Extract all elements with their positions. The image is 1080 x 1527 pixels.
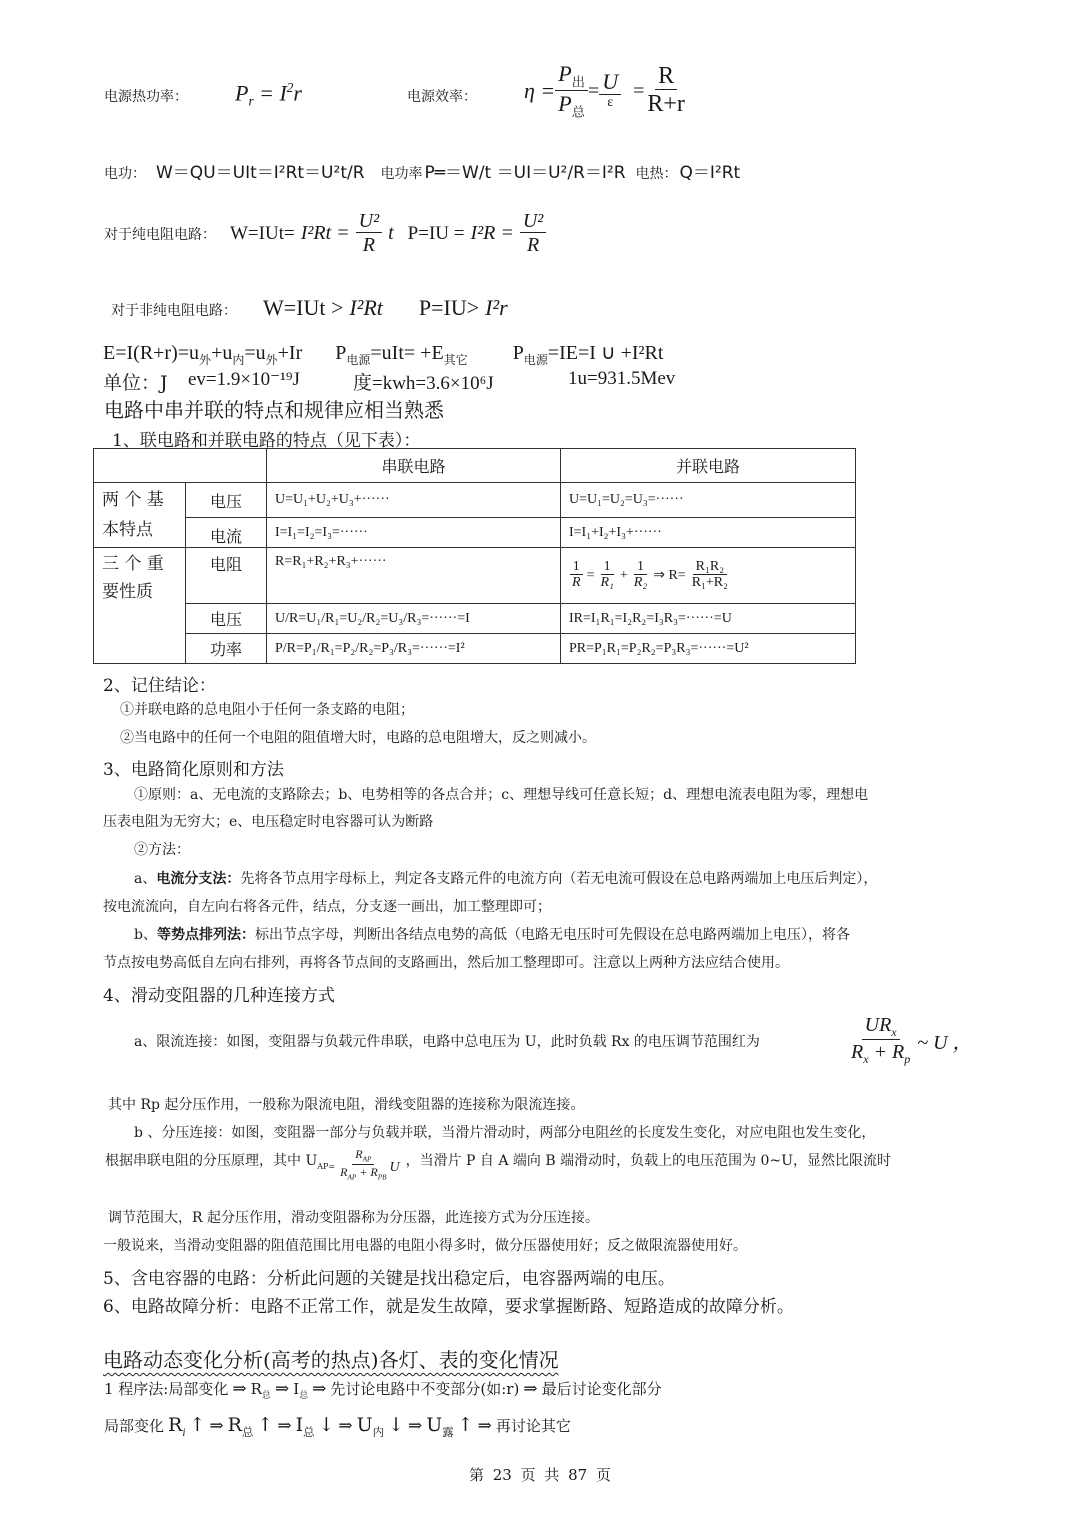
pure-p: P=IU = — [407, 222, 465, 244]
dyn2-un-sub: 内 — [372, 1424, 385, 1439]
pr-r: R — [572, 575, 581, 591]
up-arrow-icon: ↑ — [457, 1414, 474, 1436]
item4-b-line3: 调节范围大，R 起分压作用，滑动变阻器称为分压器，此连接方式为分压连接。 — [108, 1210, 599, 1226]
emf-4: +Ir — [277, 342, 303, 364]
eff-num1-sub: 出 — [571, 74, 585, 90]
heat-power-lhs: P — [235, 80, 249, 106]
b-line2-sub: AP= — [317, 1162, 336, 1171]
a-frac-num: UR — [864, 1014, 892, 1036]
pure-t: t — [388, 222, 394, 244]
item2-point-1: ①并联电路的总电阻小于任何一条支路的电阻； — [120, 702, 414, 718]
item5: 5、含电容器的电路：分析此问题的关键是找出稳定后，电容器两端的电压。 — [103, 1269, 675, 1289]
table-header-empty — [94, 449, 267, 483]
pr-one-2: 1 — [601, 559, 614, 575]
pr-implies: ⇒ R= — [653, 568, 686, 583]
item3-method-b-line1 — [134, 928, 850, 942]
item4-b-line2 — [105, 1148, 891, 1182]
dyn2-i: I — [295, 1414, 304, 1436]
eff-den3: R+r — [647, 91, 685, 118]
pr-r2: R₂ — [633, 575, 648, 591]
up-arrow-icon: ↑ — [189, 1414, 206, 1436]
psrc-a-sub: 电源 — [346, 353, 371, 367]
b-line2-pre: 根据串联电阻的分压原理，其中 U — [105, 1153, 318, 1169]
item4-b-line1: b 、分压连接：如图，变阻器一部分与负载并联，当滑片滑动时，两部分电阻丝的长度发生变化，对应电阻也发生变化， — [134, 1125, 876, 1141]
eff-den2: ε — [607, 95, 614, 111]
pr-plus: + — [619, 567, 628, 583]
heat-label: 电热： — [635, 166, 678, 182]
item3-method-a-line1 — [134, 872, 877, 886]
up-arrow-icon: ↑ — [257, 1414, 274, 1436]
dynamic-line-1 — [104, 1378, 662, 1401]
units-line — [103, 368, 675, 395]
nonpure-p-tail: I²r — [485, 295, 508, 320]
item4-title: 4、滑动变阻器的几种连接方式 — [103, 986, 335, 1006]
table-row — [94, 548, 856, 604]
cell-parallel: I=I₁+I₂+I₃+······ — [561, 518, 856, 548]
efficiency-label: 电源效率： — [407, 89, 477, 105]
emf-2: +u — [211, 342, 233, 364]
a-frac-num-sub: x — [891, 1025, 897, 1039]
units-u: 1u=931.5Mev — [568, 368, 676, 389]
group1-line1: 两 个 基 — [102, 490, 164, 510]
cell-series: R=R₁+R₂+R₃+······ — [267, 548, 561, 604]
eq-2: = — [633, 79, 645, 102]
item6: 6、电路故障分析：电路不正常工作，就是发生故障，要求掌握断路、短路造成的故障分析。 — [103, 1297, 794, 1317]
heat-formula: Q＝I²Rt — [679, 163, 741, 183]
page-number: 第 23 页 共 87 页 — [468, 1466, 611, 1484]
dyn2-end: 再讨论其它 — [495, 1417, 571, 1435]
item2-title: 2、记住结论： — [103, 676, 216, 696]
a-frac-den-plus: + R — [868, 1041, 905, 1064]
heat-power-tail: r — [293, 80, 302, 106]
nonpure-w: W=IUt > — [263, 295, 344, 320]
pure-i2r: I²R = — [470, 222, 514, 244]
eff-num1: P — [558, 61, 572, 86]
cell-parallel-resistance — [561, 548, 856, 604]
b-frac — [337, 1148, 389, 1182]
item3-title: 3、电路简化原则和方法 — [103, 760, 284, 780]
arrow-icon: ⇒ — [232, 1379, 247, 1399]
units-kwh: 度=kwh=3.6×10⁶J — [353, 373, 494, 394]
table-header-series: 串联电路 — [267, 449, 561, 483]
dyn2-ri-sub: i — [182, 1426, 186, 1439]
cell-series: P/R=P₁/R₁=P₂/R₂=P₃/R₃=······=I² — [267, 634, 561, 664]
item4-a-line2: 其中 Rp 起分压作用，一般称为限流电阻，滑线变阻器的连接称为限流连接。 — [108, 1097, 585, 1113]
pure-frac-1 — [356, 210, 382, 257]
dyn1-c-sub: 总 — [299, 1391, 309, 1401]
efficiency-formula — [524, 62, 688, 120]
heat-power-sup: 2 — [286, 80, 294, 95]
pr-den: R₁+R₂ — [691, 575, 729, 591]
dyn2-r: R — [227, 1414, 242, 1436]
b-line2-post: ，当滑片 P 自 A 端向 B 端滑动时，负载上的电压范围为 0~U，显然比限流时 — [405, 1153, 891, 1169]
nonpure-label: 对于非纯电阻电路： — [111, 303, 237, 319]
item4-a-formula — [848, 1014, 973, 1067]
psrc-a: P — [335, 342, 347, 364]
row-name: 电压 — [186, 483, 267, 518]
table-header-row — [94, 449, 856, 483]
work-power-line — [104, 158, 740, 183]
dyn2-ul-sub: 露 — [442, 1424, 454, 1439]
method-a-text: 先将各节点用字母标上，判定各支路元件的电流方向（若无电流可假设在总电路两端加上电压后判定）， — [240, 871, 878, 887]
table-row — [94, 634, 856, 664]
emf-sub-nei: 内 — [232, 353, 245, 367]
a-tail: ~ U ， — [917, 1031, 973, 1054]
arrow-icon: ⇒ — [523, 1379, 538, 1399]
table-row — [94, 518, 856, 548]
series-parallel-table — [93, 448, 856, 664]
item3-method-title: ②方法： — [134, 842, 190, 858]
heat-power-sub: r — [248, 93, 254, 109]
arrow-icon: ⇒ — [477, 1416, 492, 1436]
eff-den1-sub: 总 — [571, 104, 585, 120]
table-group-basic — [94, 483, 186, 548]
pure-frac-den: R — [362, 234, 375, 256]
heat-power-rhs: = I — [259, 80, 287, 106]
psrc-b-tail: =IE=I ∪ +I²Rt — [547, 342, 664, 364]
dyn2-ri: R — [168, 1414, 183, 1436]
dyn1-b: R — [250, 1380, 262, 1398]
method-b-text: 标出节点字母，判断出各结点电势的高低（电路无电压时可先假设在总电路两端加上电压），将各 — [254, 927, 850, 943]
units-label: 单位：J — [103, 372, 168, 394]
dyn2-r-sub: 总 — [241, 1424, 254, 1439]
dyn1-e: 最后讨论变化部分 — [541, 1380, 662, 1398]
row-name: 功率 — [186, 634, 267, 664]
eff-num2: U — [599, 70, 621, 95]
a-frac-den-sub1: x — [863, 1052, 869, 1067]
a-frac-den-sub2: p — [904, 1052, 911, 1067]
pr-r1: R₁ — [600, 575, 614, 591]
psrc-b-sub: 电源 — [523, 353, 548, 367]
dyn1-a: 1 程序法:局部变化 — [104, 1380, 229, 1398]
emf-sub-wai: 外 — [199, 353, 212, 367]
item3-principle-line1: ①原则：a、无电流的支路除去；b、电势相等的各点合并；c、理想导线可任意长短；d、理想电流表电阻为零，理想电 — [134, 787, 869, 803]
pr-num: R₁R₂ — [693, 559, 727, 575]
pure-frac2-num: U² — [520, 210, 546, 233]
arrow-icon: ⇒ — [209, 1416, 224, 1436]
item3-method-a-line2: 按电流流向，自左向右将各元件，结点，分支逐一画出，加工整理即可； — [103, 899, 551, 915]
b-frac-num-sub: AP — [362, 1155, 372, 1164]
pr-one-3: 1 — [634, 559, 647, 575]
cell-parallel: IR=I₁R₁=I₂R₂=I₃R₃=······=U — [561, 604, 856, 634]
efficiency-frac-1 — [555, 62, 588, 120]
item2-point-2: ②当电路中的任何一个电阻的阻值增大时，电路的总电阻增大，反之则减小。 — [120, 730, 596, 746]
cell-series: U=U₁+U₂+U₃+······ — [267, 483, 561, 518]
units-ev: ev=1.9×10⁻¹⁹J — [188, 369, 300, 390]
table-group-properties — [94, 548, 186, 664]
heat-power-label: 电源热功率： — [104, 89, 188, 105]
b-frac-den-sub2: PB — [377, 1173, 387, 1182]
nonpure-w-tail: I²Rt — [349, 295, 383, 320]
arrow-icon: ⇒ — [312, 1379, 327, 1399]
item3-method-b-line2: 节点按电势高低自左向右排列，再将各节点间的支路画出，然后加工整理即可。注意以上两种方法应结合使用。 — [103, 955, 789, 971]
emf-3: =u — [244, 342, 266, 364]
dynamic-line-2 — [104, 1414, 571, 1440]
row-name: 电压 — [186, 604, 267, 634]
arrow-icon: ⇒ — [277, 1416, 292, 1436]
b-frac-u: U — [389, 1160, 400, 1175]
pure-frac2-den: R — [526, 234, 540, 256]
item3-principle-line2: 压表电阻为无穷大；e、电压稳定时电容器可认为断路 — [103, 814, 434, 830]
pure-frac-num: U² — [356, 210, 382, 233]
eq-1: = — [587, 79, 600, 102]
power-label: 电功率 — [380, 166, 423, 182]
dyn1-c: I — [293, 1380, 300, 1398]
pr-eq: = — [586, 567, 595, 583]
eff-den1: P — [558, 90, 572, 116]
method-a-bold: 电流分支法： — [156, 871, 241, 887]
b-frac-num: R — [355, 1147, 363, 1161]
dynamic-title: 电路动态变化分析(高考的热点)各灯、表的变化情况 — [103, 1348, 559, 1372]
arrow-icon: ⇒ — [274, 1379, 290, 1399]
psrc-a-sub2: 其它 — [443, 353, 468, 367]
a-frac — [848, 1014, 913, 1067]
dyn2-a: 局部变化 — [104, 1417, 165, 1435]
heat-power-formula — [235, 80, 302, 110]
method-b-prefix: b、 — [134, 927, 157, 943]
group2-line1: 三 个 重 — [102, 554, 164, 574]
b-frac-den-plus: + R — [356, 1165, 378, 1180]
a-frac-den: R — [851, 1041, 864, 1064]
pure-resistive-line — [104, 210, 546, 257]
emf-1: E=I(R+r)=u — [103, 342, 200, 364]
work-formula: W＝QU＝UIt＝I²Rt＝U²t/R — [156, 163, 365, 183]
method-a-prefix: a、 — [134, 871, 157, 887]
method-b-bold: 等势点排列法： — [156, 927, 255, 943]
row-name: 电阻 — [186, 548, 267, 604]
dyn2-un: U — [356, 1414, 373, 1436]
dyn2-ul: U — [426, 1414, 443, 1436]
cell-series: I=I₁=I₂=I₃=······ — [267, 518, 561, 548]
row-name: 电流 — [186, 518, 267, 548]
cell-parallel: U=U₁=U₂=U₃=······ — [561, 483, 856, 518]
efficiency-frac-2 — [599, 70, 621, 112]
table-row — [94, 483, 856, 518]
cell-series: U/R=U₁/R₁=U₂/R₂=U₃/R₃=······=I — [267, 604, 561, 634]
pure-label: 对于纯电阻电路： — [104, 226, 216, 243]
pure-frac-2 — [520, 210, 546, 257]
table-row — [94, 604, 856, 634]
power-formula: P═＝W/t ＝UI＝U²/R＝I²R — [424, 163, 626, 183]
dyn1-d: 先讨论电路中不变部分(如:r) — [330, 1380, 520, 1398]
section-title: 电路中串并联的特点和规律应相当熟悉 — [104, 398, 444, 422]
arrow-icon: ⇒ — [408, 1416, 423, 1436]
down-arrow-icon: ↓ — [318, 1414, 335, 1436]
efficiency-frac-3 — [644, 63, 688, 119]
psrc-b: P — [512, 342, 524, 364]
dyn2-i-sub: 总 — [303, 1424, 315, 1439]
b-frac-den-sub1: AP — [347, 1173, 357, 1182]
group1-line2: 本特点 — [102, 520, 153, 540]
down-arrow-icon: ↓ — [388, 1414, 404, 1436]
item1-title: 1、联电路和并联电路的特点（见下表）： — [112, 431, 421, 451]
pr-one-1: 1 — [570, 559, 583, 575]
arrow-icon: ⇒ — [338, 1416, 353, 1436]
dyn1-b-sub: 总 — [261, 1391, 271, 1401]
nonpure-resistive-line — [111, 295, 508, 321]
item4-a-line1: a、限流连接：如图，变阻器与负载元件串联，电路中总电压为 U，此时负载 Rx 的电压调节范围红为 — [134, 1034, 760, 1050]
item4-general: 一般说来，当滑动变阻器的阻值范围比用电器的电阻小得多时，做分压器使用好；反之做限流器使用好。 — [103, 1238, 747, 1254]
eff-num3: R — [655, 63, 677, 90]
table-header-parallel: 并联电路 — [561, 449, 856, 483]
nonpure-p: P=IU> — [418, 295, 480, 320]
pure-i2rt: I²Rt = — [300, 222, 350, 244]
group2-line2: 要性质 — [102, 582, 153, 602]
psrc-a-tail: =uIt= +E — [370, 342, 444, 364]
pure-w: W=IUt= — [230, 222, 295, 244]
b-frac-den: R — [340, 1165, 348, 1180]
work-label: 电功： — [104, 166, 146, 182]
cell-parallel: PR=P₁R₁=P₂R₂=P₃R₃=······=U² — [561, 634, 856, 664]
efficiency-eta: η = — [524, 78, 556, 104]
emf-line — [103, 340, 663, 368]
emf-sub-wai-2: 外 — [265, 353, 278, 367]
